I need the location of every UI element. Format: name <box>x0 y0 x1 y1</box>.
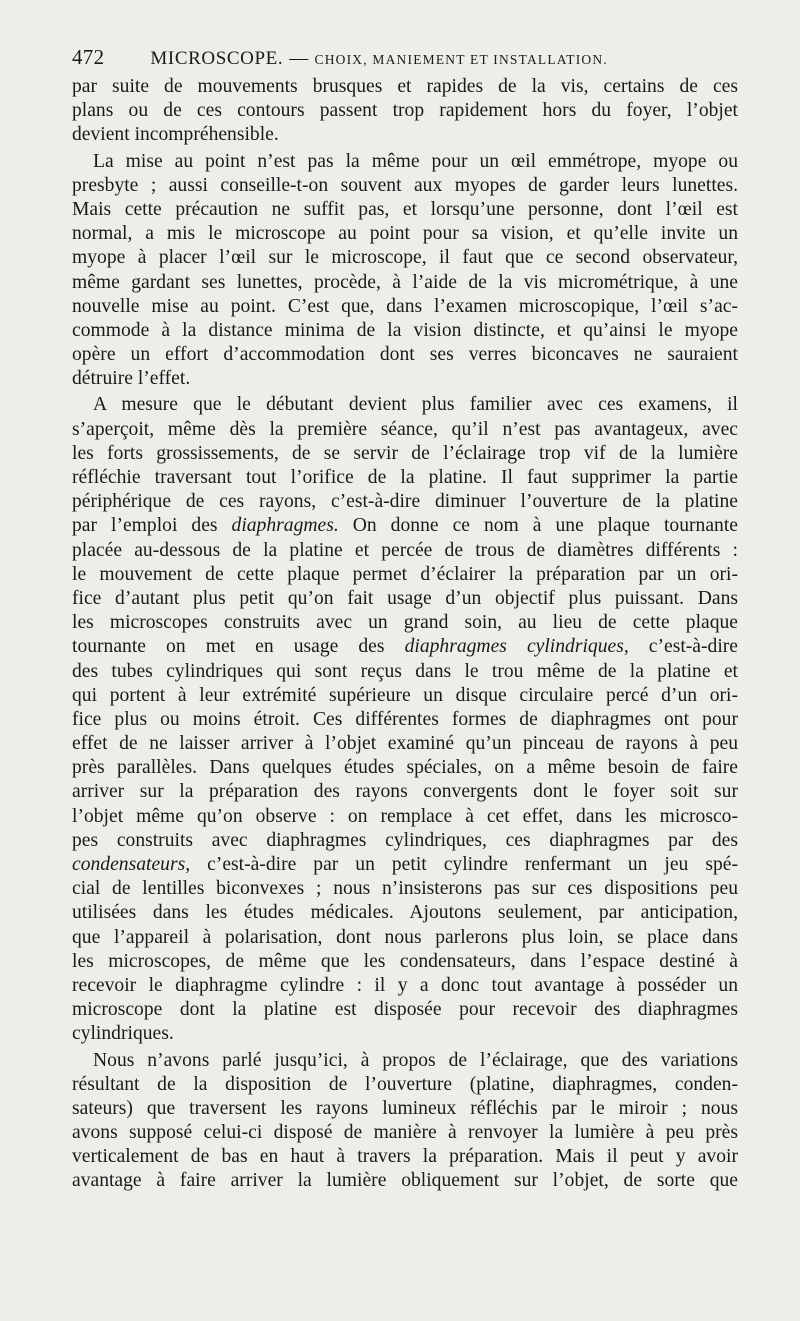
paragraph <box>72 393 738 1046</box>
text-line: commode à la distance minima de la vision distincte, et qu’ainsi le myope <box>72 319 738 341</box>
text-line: que l’appareil à polarisation, dont nous parlerons plus loin, se place dans <box>72 926 738 948</box>
text-line: les microscopes, de même que les condensateurs, dans l’espace destiné à <box>72 950 738 972</box>
text-line: avantage à faire arriver la lumière obliquement sur l’objet, de sorte que <box>72 1170 738 1192</box>
body-text <box>72 75 738 1194</box>
text-line: résultant de la disposition de l’ouverture (platine, diaphragmes, conden- <box>72 1073 738 1095</box>
text-line: utilisées dans les études médicales. Ajoutons seulement, par anticipation, <box>72 902 738 924</box>
text-line: fice d’autant plus petit qu’on fait usage d’un objectif plus puissant. Dans <box>72 587 738 609</box>
paragraph <box>72 150 738 392</box>
text-line: près parallèles. Dans quelques études spéciales, on a même besoin de faire <box>72 757 738 779</box>
text-line: tournante on met en usage des diaphragmes cylindriques, c’est-à-dire <box>72 636 738 658</box>
text-line: l’objet même qu’on observe : on remplace à cet effet, dans les microsco- <box>72 805 738 827</box>
text-line: recevoir le diaphragme cylindre : il y a donc tout avantage à posséder un <box>72 974 738 996</box>
header-title: MICROSCOPE. <box>150 48 284 69</box>
text-line: les forts grossissements, de se servir de l’éclairage trop vif de la lumière <box>72 442 738 464</box>
italic-term: diaphragmes. <box>231 515 339 537</box>
header-dash: — <box>289 48 309 69</box>
text-line: microscope dont la platine est disposée pour recevoir des diaphragmes <box>72 999 738 1021</box>
text-line: Nous n’avons parlé jusqu’ici, à propos de l’éclairage, que des variations <box>93 1049 738 1071</box>
text-line: plans ou de ces contours passent trop rapidement hors du foyer, l’objet <box>72 100 738 122</box>
text-line: condensateurs, c’est-à-dire par un petit cylindre renfermant un jeu spé- <box>72 854 738 875</box>
paragraph <box>72 1049 738 1194</box>
text-line: La mise au point n’est pas la même pour un œil emmétrope, myope ou <box>93 150 738 172</box>
page-number: 472 <box>72 45 105 69</box>
text-line: opère un effort d’accommodation dont ses verres biconcaves ne sauraient <box>72 344 738 366</box>
header-subtitle: CHOIX, MANIEMENT ET INSTALLATION. <box>314 52 608 67</box>
text-line: effet de ne laisser arriver à l’objet examiné qu’un pinceau de rayons à peu <box>72 733 738 755</box>
text-line: normal, a mis le microscope au point pour sa vision, et qu’elle invite un <box>72 223 738 245</box>
text-line: devient incompréhensible. <box>72 124 279 146</box>
text-line: arriver sur la préparation des rayons convergents dont le foyer soit sur <box>72 781 738 803</box>
italic-term: condensateurs <box>72 854 186 875</box>
paragraph <box>72 75 738 148</box>
text-line: sateurs) que traversent les rayons lumineux réfléchis par le miroir ; nous <box>72 1097 738 1119</box>
text-line: A mesure que le débutant devient plus familier avec ces examens, il <box>93 394 738 416</box>
text-line: par suite de mouvements brusques et rapides de la vis, certains de ces <box>72 76 738 97</box>
text-line: les microscopes construits avec un grand soin, au lieu de cette plaque <box>72 612 738 634</box>
text-line: Mais cette précaution ne suffit pas, et lorsqu’une personne, dont l’œil est <box>72 198 738 220</box>
text-line: myope à placer l’œil sur le microscope, il faut que ce second observateur, <box>72 247 738 269</box>
text-line: nouvelle mise au point. C’est que, dans l’examen microscopique, l’œil s’ac- <box>72 295 738 317</box>
text-line: réfléchie traversant tout l’orifice de la platine. Il faut supprimer la partie <box>72 467 738 488</box>
text-line: avons supposé celui-ci disposé de manière à renvoyer la lumière à peu près <box>72 1122 738 1144</box>
text-line: cylindriques. <box>72 1023 174 1045</box>
text-line: qui portent à leur extrémité supérieure un disque circulaire percé d’un ori- <box>72 684 738 706</box>
text-line: même gardant ses lunettes, procède, à l’aide de la vis micrométrique, à une <box>72 271 738 293</box>
text-line: pes construits avec diaphragmes cylindriques, ces diaphragmes par des <box>72 829 738 851</box>
text-line: cial de lentilles biconvexes ; nous n’insisterons pas sur ces dispositions peu <box>72 878 738 900</box>
text-line: le mouvement de cette plaque permet d’éclairer la préparation par un ori- <box>72 563 738 585</box>
text-line: fice plus ou moins étroit. Ces différentes formes de diaphragmes ont pour <box>72 708 738 730</box>
text-line: des tubes cylindriques qui sont reçus dans le trou même de la platine et <box>72 660 738 682</box>
text-line: s’aperçoit, même dès la première séance, qu’il n’est pas avantageux, avec <box>72 418 738 440</box>
text-line: périphérique de ces rayons, c’est-à-dire diminuer l’ouverture de la platine <box>72 491 738 513</box>
text-line: par l’emploi des diaphragmes. On donne ce nom à une plaque tournante <box>72 515 738 537</box>
text-line: verticalement de bas en haut à travers la préparation. Mais il peut y avoir <box>72 1146 738 1168</box>
running-head <box>72 40 740 74</box>
italic-term: diaphragmes cylindriques <box>404 636 624 658</box>
text-line: placée au-dessous de la platine et percée de trous de diamètres différents : <box>72 539 738 561</box>
text-line: presbyte ; aussi conseille-t-on souvent aux myopes de garder leurs lunettes. <box>72 174 738 196</box>
text-line: détruire l’effet. <box>72 368 191 390</box>
